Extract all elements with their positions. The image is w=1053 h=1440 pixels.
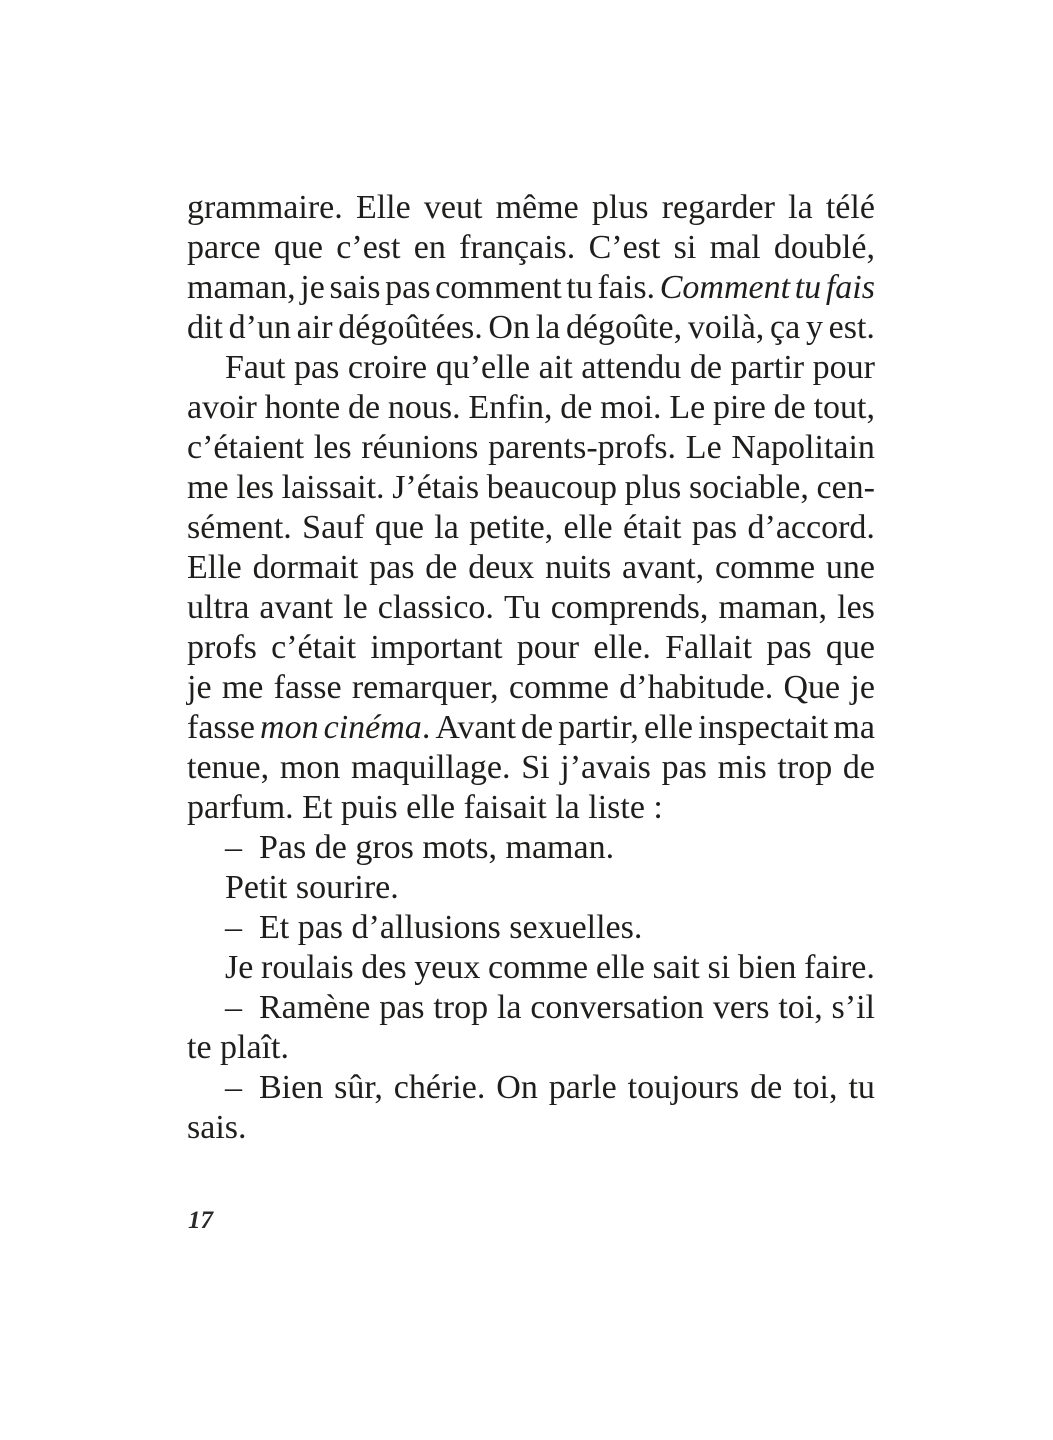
text-line: c’étaient les réunions parents-profs. Le Napolitain xyxy=(187,429,875,466)
text-line: dit d’un air dégoûtées. On la dégoûte, voilà, ça y est. xyxy=(187,309,875,346)
text-line: ultra avant le classico. Tu comprends, maman, les xyxy=(187,589,875,626)
page-number: 17 xyxy=(188,1207,213,1234)
text-line: – Bien sûr, chérie. On parle toujours de toi, tu xyxy=(225,1069,875,1106)
text-line: – Et pas d’allusions sexuelles. xyxy=(225,909,643,946)
text-line: avoir honte de nous. Enfin, de moi. Le pire de tout, xyxy=(187,389,875,426)
text-line: Elle dormait pas de deux nuits avant, comme une xyxy=(187,549,875,586)
text-line: – Pas de gros mots, maman. xyxy=(225,829,615,866)
text-line: profs c’était important pour elle. Fallait pas que xyxy=(187,629,875,666)
text-line: tenue, mon maquillage. Si j’avais pas mis trop de xyxy=(187,749,875,786)
text-line: grammaire. Elle veut même plus regarder la télé xyxy=(187,189,875,226)
text-line: Petit sourire. xyxy=(225,869,399,906)
text-line: Faut pas croire qu’elle ait attendu de partir pour xyxy=(225,349,875,386)
text-line: parfum. Et puis elle faisait la liste : xyxy=(187,789,663,826)
text-line: fasse mon cinéma. Avant de partir, elle inspectait ma xyxy=(187,709,875,746)
text-line: sais. xyxy=(187,1109,247,1146)
text-line: – Ramène pas trop la conversation vers toi, s’il xyxy=(225,989,875,1026)
text-line: parce que c’est en français. C’est si mal doublé, xyxy=(187,229,875,266)
text-line: je me fasse remarquer, comme d’habitude. Que je xyxy=(187,669,875,706)
text-line: Je roulais des yeux comme elle sait si bien faire. xyxy=(225,949,875,986)
text-line: te plaît. xyxy=(187,1029,289,1066)
text-line: me les laissait. J’étais beaucoup plus sociable, cen- xyxy=(187,469,875,506)
text-line: sément. Sauf que la petite, elle était pas d’accord. xyxy=(187,509,875,546)
body-text xyxy=(187,188,875,1148)
text-line: maman, je sais pas comment tu fais. Comment tu fais xyxy=(187,269,875,306)
